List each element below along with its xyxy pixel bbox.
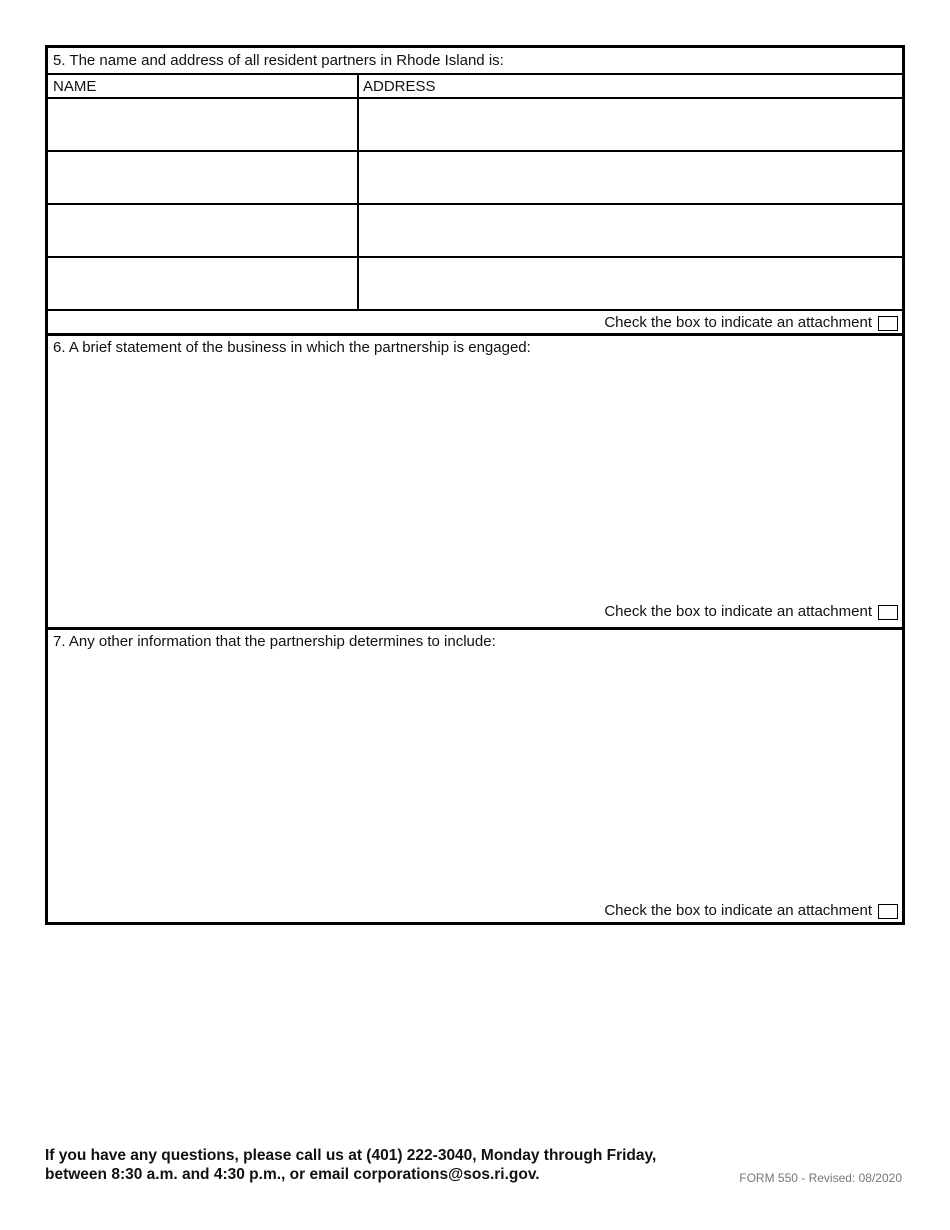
attachment-label: Check the box to indicate an attachment <box>604 314 872 331</box>
contact-line-1: If you have any questions, please call us at (401) 222-3040, Monday through Friday, <box>45 1147 657 1164</box>
divider <box>48 73 902 75</box>
section-divider <box>48 333 902 336</box>
section6-label: 6. A brief statement of the business in which the partnership is engaged: <box>53 339 531 356</box>
column-divider <box>357 74 359 309</box>
section5-attachment <box>604 314 898 332</box>
section7-label: 7. Any other information that the partnership determines to include: <box>53 633 496 650</box>
name-column-header: NAME <box>53 78 97 95</box>
section7-attachment <box>604 902 898 920</box>
form-revision-label: FORM 550 - Revised: 08/2020 <box>739 1171 902 1185</box>
contact-note <box>45 1146 656 1184</box>
business-statement-textarea[interactable] <box>52 360 900 596</box>
section7-attachment-checkbox[interactable] <box>878 904 898 919</box>
section6-attachment <box>604 603 898 621</box>
attachment-label: Check the box to indicate an attachment <box>604 902 872 919</box>
partner-name-input[interactable] <box>51 99 355 150</box>
contact-line-2: between 8:30 a.m. and 4:30 p.m., or email corporations@sos.ri.gov. <box>45 1166 540 1183</box>
section5-attachment-checkbox[interactable] <box>878 316 898 331</box>
other-information-textarea[interactable] <box>52 654 900 894</box>
partner-address-input[interactable] <box>360 258 900 308</box>
partner-name-input[interactable] <box>51 258 355 308</box>
partner-address-input[interactable] <box>360 152 900 203</box>
partner-address-input[interactable] <box>360 205 900 256</box>
section6-attachment-checkbox[interactable] <box>878 605 898 620</box>
partner-name-input[interactable] <box>51 205 355 256</box>
attachment-label: Check the box to indicate an attachment <box>604 603 872 620</box>
divider <box>48 309 902 311</box>
partner-name-input[interactable] <box>51 152 355 203</box>
address-column-header: ADDRESS <box>363 78 436 95</box>
section5-label: 5. The name and address of all resident partners in Rhode Island is: <box>53 52 504 69</box>
section-divider <box>48 627 902 630</box>
partner-address-input[interactable] <box>360 99 900 150</box>
partnership-form <box>45 45 905 925</box>
